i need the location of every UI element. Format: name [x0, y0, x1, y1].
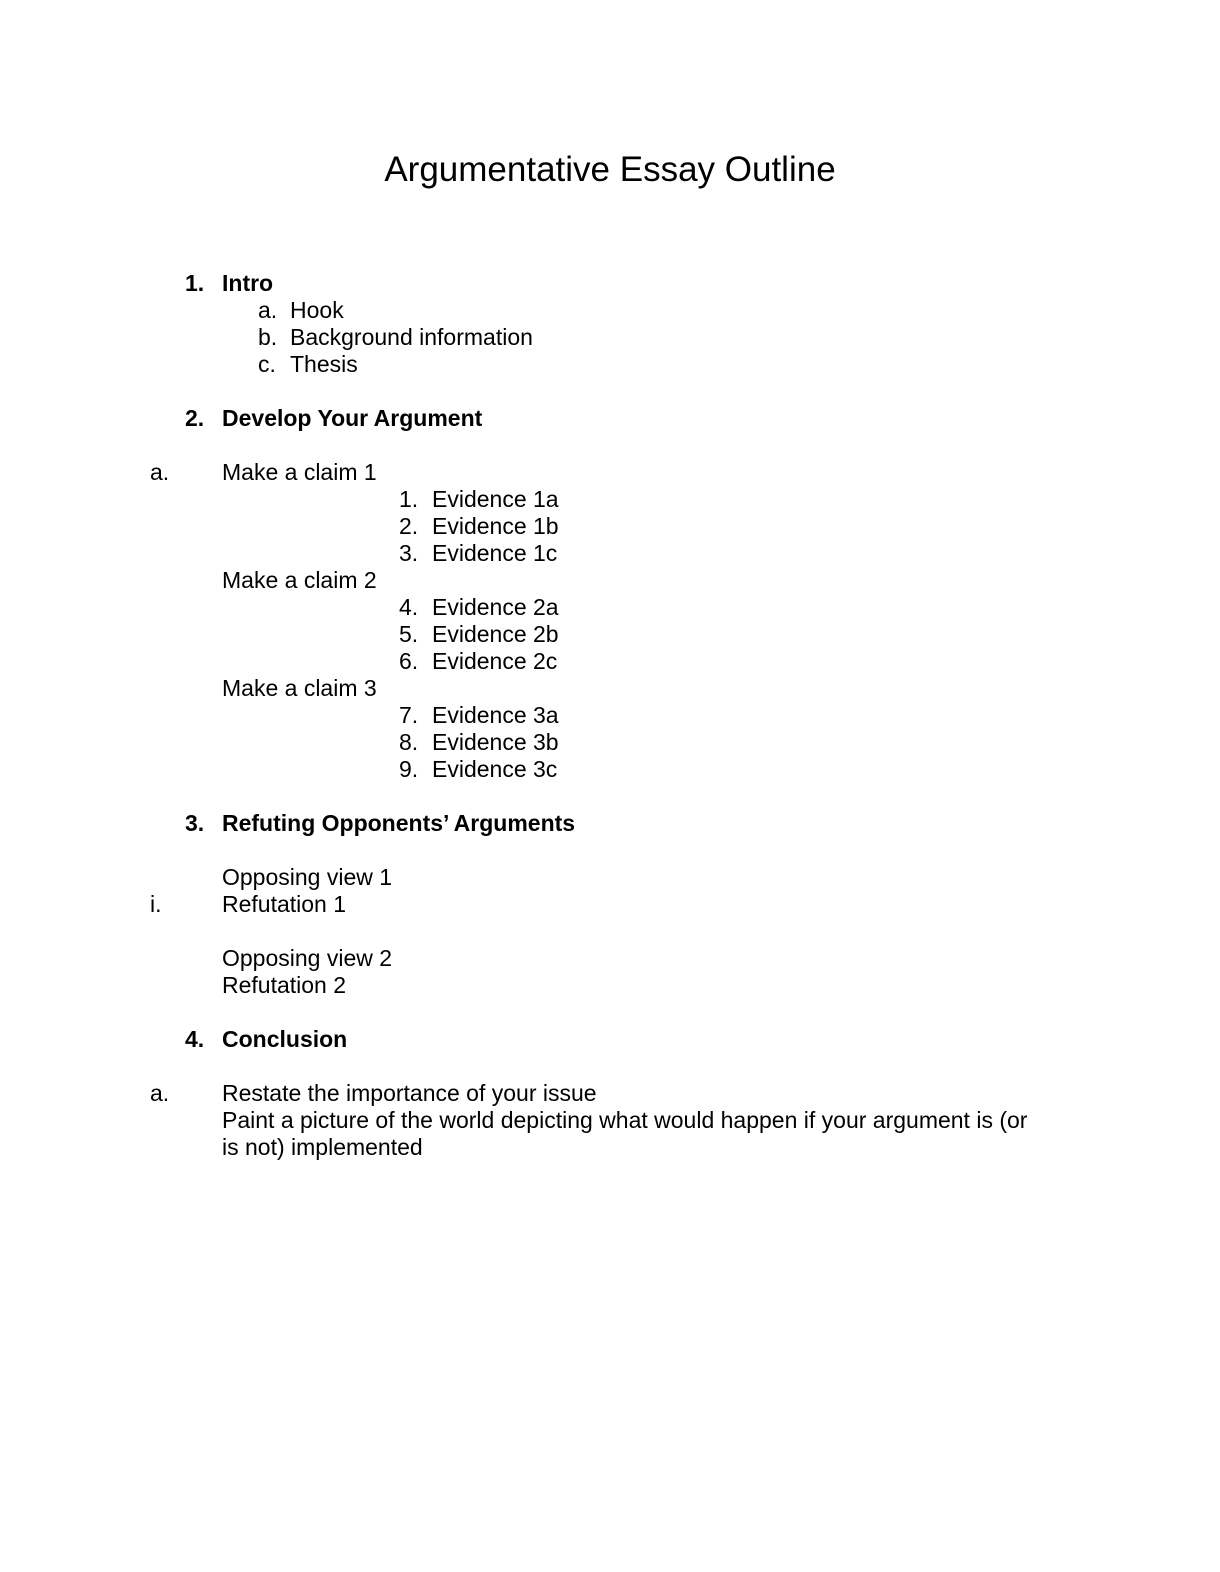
evidence-item: [0, 513, 1220, 540]
refutation-2: [0, 972, 1220, 999]
evidence-number: 7.: [399, 702, 419, 728]
evidence-text: Evidence 2b: [432, 621, 559, 647]
conclusion-marker: a.: [150, 1080, 170, 1106]
item-text: Hook: [290, 297, 344, 323]
conclusion-body: [222, 1080, 1038, 1161]
section-heading-label: Conclusion: [222, 1026, 348, 1052]
blank-line: [0, 918, 1220, 945]
outline-item-background: [0, 324, 1220, 351]
evidence-number: 4.: [399, 594, 419, 620]
refutation-text: Refutation 1: [222, 891, 347, 917]
evidence-text: Evidence 2a: [432, 594, 559, 620]
evidence-text: Evidence 1c: [432, 540, 558, 566]
blank-line: [0, 783, 1220, 810]
claim-1: [0, 459, 1220, 486]
opposing-view-text: Opposing view 1: [222, 864, 393, 890]
evidence-text: Evidence 3c: [432, 756, 558, 782]
refutation-marker: i.: [150, 891, 162, 917]
evidence-text: Evidence 3a: [432, 702, 559, 728]
item-marker: c.: [258, 351, 276, 377]
evidence-number: 6.: [399, 648, 419, 674]
evidence-text: Evidence 3b: [432, 729, 559, 755]
evidence-text: Evidence 2c: [432, 648, 558, 674]
evidence-number: 2.: [399, 513, 419, 539]
section-heading-label: Refuting Opponents’ Arguments: [222, 810, 576, 836]
claim-text: Make a claim 2: [222, 567, 377, 593]
item-marker: b.: [258, 324, 278, 350]
evidence-number: 9.: [399, 756, 419, 782]
opposing-view-text: Opposing view 2: [222, 945, 393, 971]
blank-line: [0, 1053, 1220, 1080]
evidence-item: [0, 540, 1220, 567]
claim-text: Make a claim 3: [222, 675, 377, 701]
evidence-text: Evidence 1b: [432, 513, 559, 539]
section-number: 4.: [185, 1026, 205, 1052]
evidence-number: 5.: [399, 621, 419, 647]
outline-item-hook: [0, 297, 1220, 324]
evidence-text: Evidence 1a: [432, 486, 559, 512]
evidence-number: 3.: [399, 540, 419, 566]
outline-item-thesis: [0, 351, 1220, 378]
evidence-item: [0, 594, 1220, 621]
refutation-1: [0, 891, 1220, 918]
section-heading-intro: [0, 270, 1220, 297]
claim-marker: a.: [150, 459, 170, 485]
blank-line: [0, 378, 1220, 405]
evidence-item: [0, 729, 1220, 756]
claim-3: [0, 675, 1220, 702]
section-heading-label: Develop Your Argument: [222, 405, 483, 431]
section-number: 1.: [185, 270, 205, 296]
evidence-item: [0, 756, 1220, 783]
blank-line: [0, 999, 1220, 1026]
evidence-item: [0, 621, 1220, 648]
evidence-item: [0, 702, 1220, 729]
opposing-view-2: [0, 945, 1220, 972]
outline-content: [0, 270, 1220, 1161]
evidence-item: [0, 648, 1220, 675]
item-text: Thesis: [290, 351, 358, 377]
item-text: Background information: [290, 324, 533, 350]
blank-line: [0, 432, 1220, 459]
evidence-number: 1.: [399, 486, 419, 512]
section-number: 3.: [185, 810, 205, 836]
document-title: Argumentative Essay Outline: [384, 150, 836, 189]
opposing-view-1: [0, 864, 1220, 891]
section-number: 2.: [185, 405, 205, 431]
conclusion-block: [0, 1080, 1220, 1161]
section-heading-refuting: [0, 810, 1220, 837]
claim-text: Make a claim 1: [222, 459, 377, 485]
section-heading-conclusion: [0, 1026, 1220, 1053]
claim-2: [0, 567, 1220, 594]
item-marker: a.: [258, 297, 278, 323]
refutation-text: Refutation 2: [222, 972, 347, 998]
blank-line: [0, 837, 1220, 864]
evidence-number: 8.: [399, 729, 419, 755]
evidence-item: [0, 486, 1220, 513]
conclusion-paragraph: Paint a picture of the world depicting what would happen if your argument is (or is not) implemented: [222, 1107, 1028, 1160]
section-heading-develop-argument: [0, 405, 1220, 432]
section-heading-label: Intro: [222, 270, 274, 296]
conclusion-line-restate: Restate the importance of your issue: [222, 1080, 597, 1106]
